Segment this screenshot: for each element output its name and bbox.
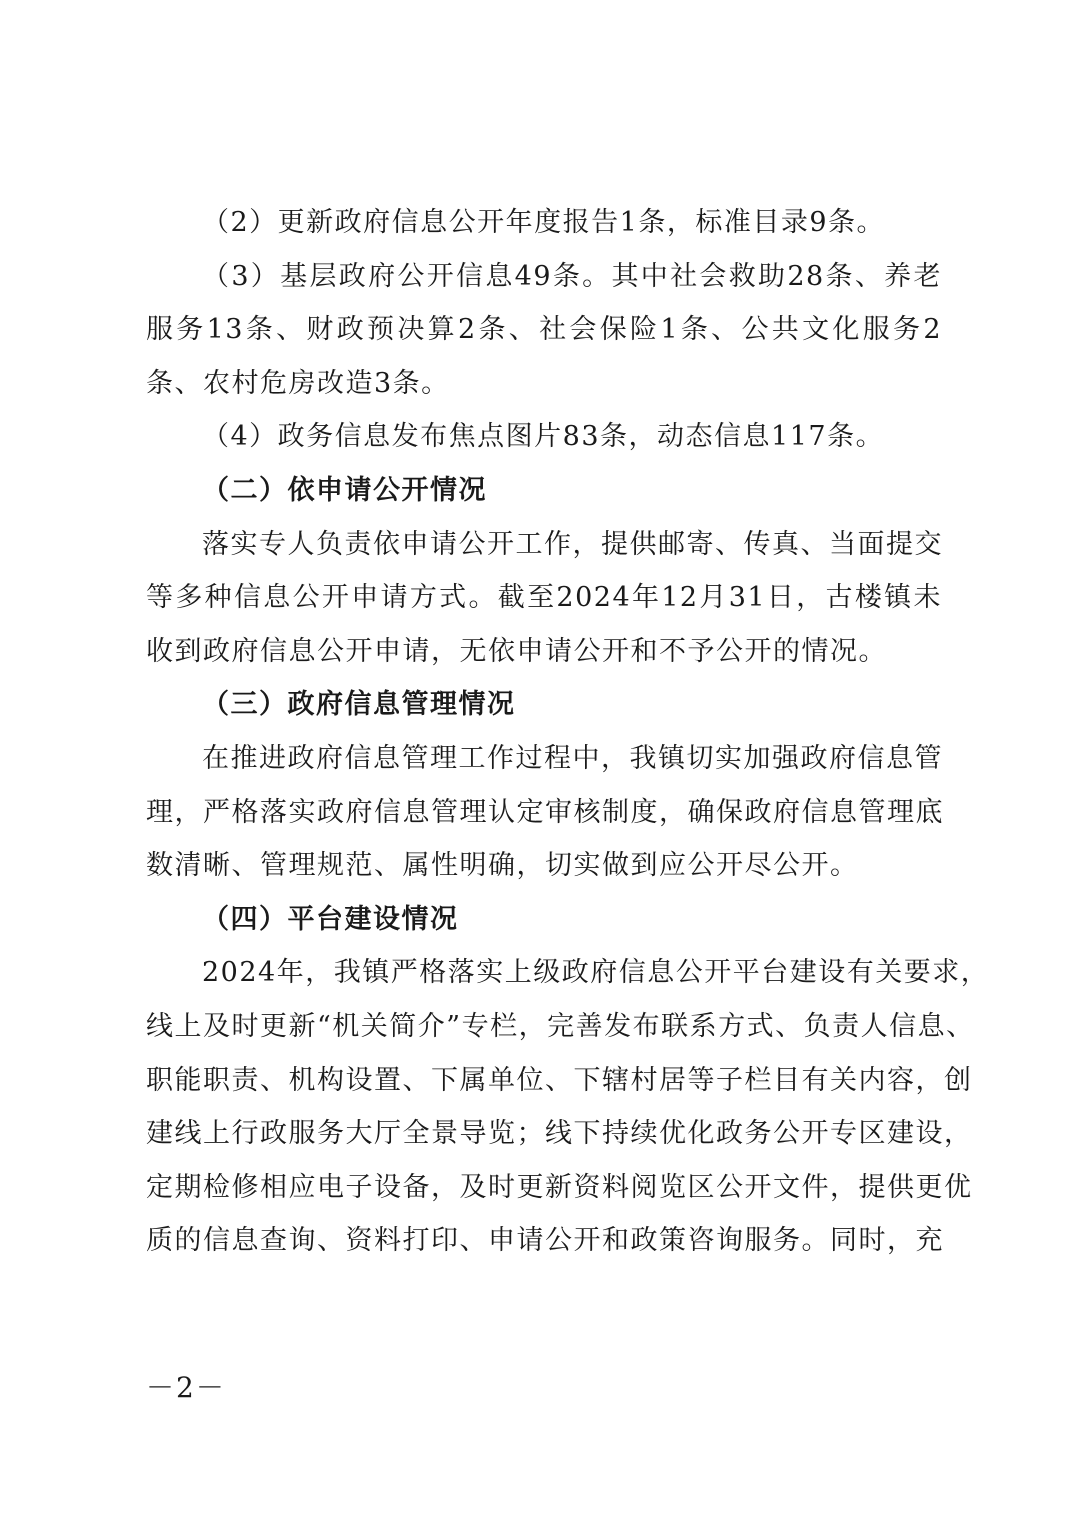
section-heading: （二）依申请公开情况 (202, 474, 487, 506)
paragraph-line: 定期检修相应电子设备，及时更新资料阅览区公开文件，提供更优 (146, 1171, 973, 1203)
paragraph-line: 服务13条、财政预决算2条、社会保险1条、公共文化服务2 (146, 314, 942, 346)
section-heading: （四）平台建设情况 (202, 903, 459, 935)
paragraph-line: 条、农村危房改造3条。 (146, 367, 450, 399)
paragraph-line: 数清晰、管理规范、属性明确，切实做到应公开尽公开。 (146, 850, 859, 882)
paragraph-line: 质的信息查询、资料打印、申请公开和政策咨询服务。同时，充 (146, 1225, 944, 1257)
paragraph-line: （2）更新政府信息公开年度报告1条，标准目录9条。 (202, 207, 886, 238)
paragraph-line: 2024年，我镇严格落实上级政府信息公开平台建设有关要求， (202, 957, 990, 989)
document-body (146, 196, 990, 1268)
paragraph-line: 理，严格落实政府信息管理认定审核制度，确保政府信息管理底 (146, 796, 944, 828)
page-number: －2－ (146, 1371, 226, 1404)
paragraph-line: 建线上行政服务大厅全景导览；线下持续优化政务公开专区建设， (146, 1118, 973, 1150)
paragraph-line: 职能职责、机构设置、下属单位、下辖村居等子栏目有关内容，创 (146, 1064, 973, 1096)
paragraph-line: 收到政府信息公开申请，无依申请公开和不予公开的情况。 (146, 635, 887, 667)
paragraph-line: 落实专人负责依申请公开工作，提供邮寄、传真、当面提交 (202, 528, 943, 560)
paragraph-line: （3）基层政府公开信息49条。其中社会救助28条、养老 (202, 260, 942, 292)
paragraph-line: （4）政务信息发布焦点图片83条，动态信息117条。 (202, 421, 885, 453)
section-heading: （三）政府信息管理情况 (202, 689, 516, 721)
paragraph-line: 等多种信息公开申请方式。截至2024年12月31日，古楼镇未 (146, 582, 942, 614)
paragraph-line: 线上及时更新“机关简介”专栏，完善发布联系方式、负责人信息、 (146, 1010, 975, 1042)
paragraph-line: 在推进政府信息管理工作过程中，我镇切实加强政府信息管 (202, 742, 943, 774)
